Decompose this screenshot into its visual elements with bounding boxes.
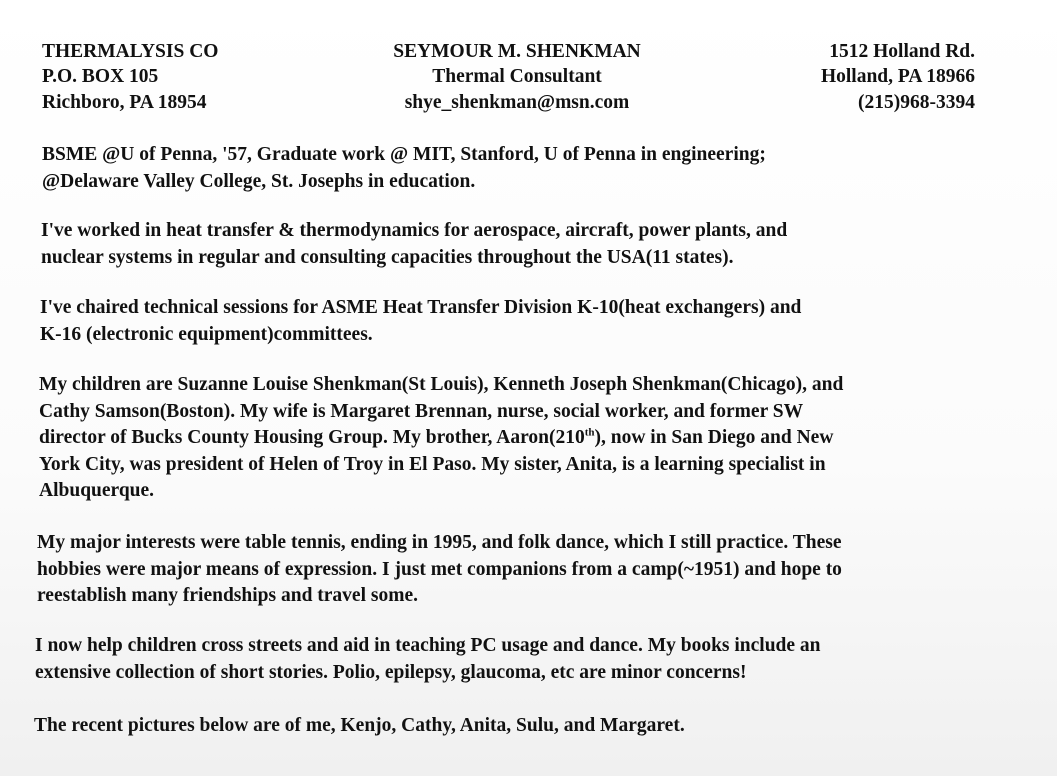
text-line: nuclear systems in regular and consulting capacities throughout the USA(11 states).: [41, 246, 734, 268]
text-line: reestablish many friendships and travel some.: [37, 585, 418, 606]
family-paragraph: [39, 372, 843, 505]
company-po-box: P.O. BOX 105: [42, 66, 159, 87]
pictures-paragraph: [34, 713, 685, 740]
brother-line-end: ), now in San Diego and New: [594, 427, 834, 448]
person-name: SEYMOUR M. SHENKMAN: [393, 41, 641, 62]
text-line: hobbies were major means of expression. I just met companions from a camp(~1951) and hope to: [37, 558, 842, 580]
text-line: Albuquerque.: [39, 480, 155, 501]
text-line: My major interests were table tennis, ending in 1995, and folk dance, which I still practice. These: [37, 532, 842, 553]
ordinal-superscript: th: [584, 426, 595, 439]
text-line: [39, 425, 843, 452]
text-line: I now help children cross streets and aid in teaching PC usage and dance. My books include an: [35, 635, 821, 656]
text-line: I've chaired technical sessions for ASME Heat Transfer Division K-10(heat exchangers) and: [40, 297, 802, 318]
brother-line-start: director of Bucks County Housing Group. My brother, Aaron(210: [39, 427, 585, 448]
city-state-zip: Holland, PA 18966: [820, 66, 975, 87]
text-line: Cathy Samson(Boston). My wife is Margaret Brennan, nurse, social worker, and former SW: [39, 400, 804, 422]
text-line: @Delaware Valley College, St. Josephs in education.: [42, 170, 476, 192]
asme-paragraph: [40, 295, 801, 348]
text-line: BSME @U of Penna, '57, Graduate work @ MIT, Stanford, U of Penna in engineering;: [42, 144, 766, 165]
person-email: shye_shenkman@msn.com: [404, 92, 630, 113]
text-line: I've worked in heat transfer & thermodynamics for aerospace, aircraft, power plants, and: [41, 220, 788, 241]
text-line: extensive collection of short stories. Polio, epilepsy, glaucoma, etc are minor concerns!: [35, 661, 747, 683]
phone-number: (215)968-3394: [858, 92, 975, 113]
interests-paragraph: [37, 530, 842, 610]
company-city: Richboro, PA 18954: [42, 92, 207, 113]
education-paragraph: [42, 142, 766, 195]
activities-paragraph: [35, 633, 821, 686]
person-title: Thermal Consultant: [432, 66, 602, 87]
text-line: K-16 (electronic equipment)committees.: [40, 323, 373, 345]
street-address: 1512 Holland Rd.: [829, 41, 975, 62]
text-line: The recent pictures below are of me, Kenjo, Cathy, Anita, Sulu, and Margaret.: [34, 715, 685, 736]
company-name: THERMALYSIS CO: [42, 41, 219, 62]
work-paragraph: [41, 218, 787, 271]
text-line: York City, was president of Helen of Troy in El Paso. My sister, Anita, is a learning specialist in: [39, 453, 826, 475]
text-line: My children are Suzanne Louise Shenkman(St Louis), Kenneth Joseph Shenkman(Chicago), and: [39, 374, 844, 395]
